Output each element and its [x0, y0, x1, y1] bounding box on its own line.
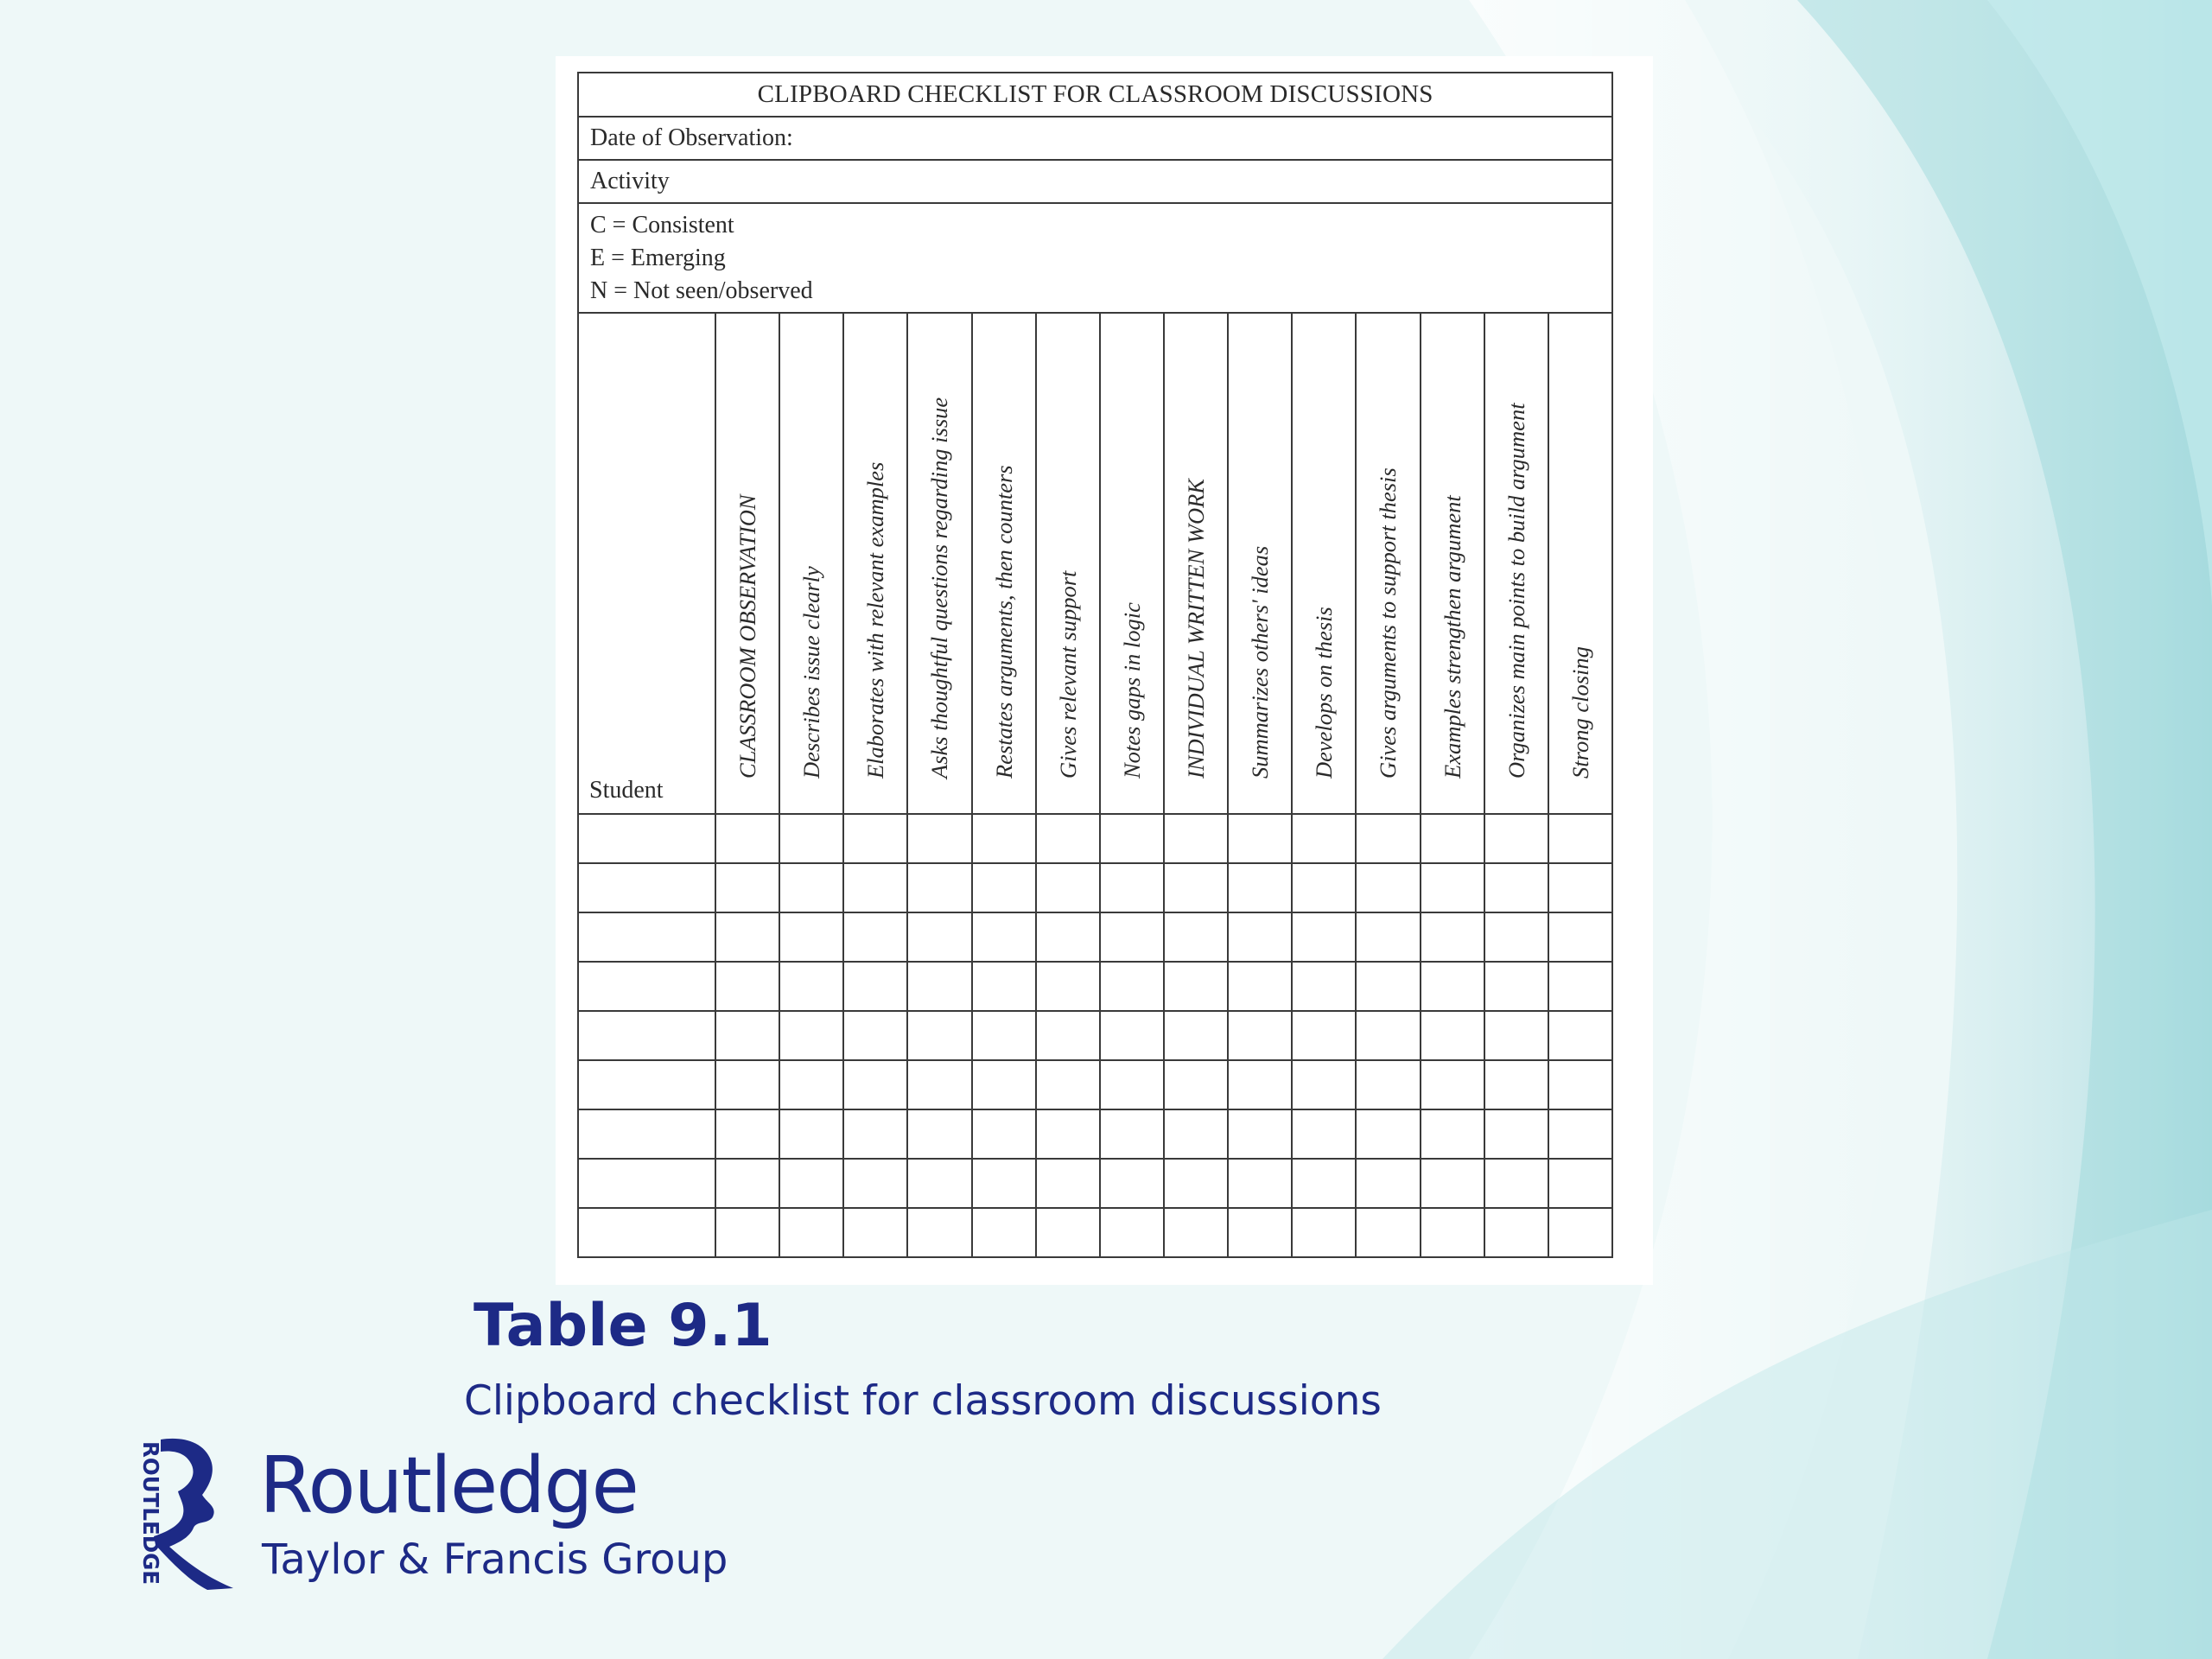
- caption-subtitle: Clipboard checklist for classroom discussions: [464, 1377, 1382, 1425]
- logo-name: Routledge: [259, 1440, 638, 1531]
- rating-cell: [1421, 1159, 1484, 1208]
- rating-cell: [1356, 814, 1420, 863]
- criterion-header: [779, 313, 843, 814]
- rating-cell: [843, 1159, 907, 1208]
- rating-cell: [1292, 1060, 1356, 1109]
- clipboard-checklist-table: [577, 72, 1613, 1258]
- rating-cell: [1356, 1159, 1420, 1208]
- rating-cell: [779, 962, 843, 1011]
- rating-cell: [715, 1159, 779, 1208]
- rating-cell: [1036, 1208, 1100, 1257]
- rating-cell: [972, 1011, 1036, 1060]
- rating-cell: [843, 814, 907, 863]
- criterion-header: [907, 313, 971, 814]
- table-row: [578, 1159, 1612, 1208]
- rating-cell: [1036, 962, 1100, 1011]
- rating-cell: [907, 962, 971, 1011]
- rating-cell: [1292, 912, 1356, 962]
- criterion-label: Elaborates with relevant examples: [862, 461, 889, 779]
- logo-vertical-wordmark: ROUTLEDGE: [138, 1441, 163, 1588]
- rating-cell: [1100, 814, 1164, 863]
- activity-row: [578, 160, 1612, 203]
- rating-cell: [907, 814, 971, 863]
- rating-cell: [1292, 1159, 1356, 1208]
- rating-cell: [1421, 1109, 1484, 1159]
- criterion-header: [1356, 313, 1420, 814]
- rating-cell: [843, 962, 907, 1011]
- rating-cell: [1356, 1060, 1420, 1109]
- rating-cell: [1421, 962, 1484, 1011]
- rating-cell: [907, 1011, 971, 1060]
- criterion-header: [843, 313, 907, 814]
- date-of-observation-label: Date of Observation:: [578, 117, 1612, 160]
- rating-cell: [1228, 863, 1292, 912]
- rating-cell: [715, 1011, 779, 1060]
- logo-group-name: Taylor & Francis Group: [262, 1535, 728, 1584]
- rating-cell: [972, 912, 1036, 962]
- rating-cell: [1484, 1159, 1548, 1208]
- student-name-cell: [578, 1159, 715, 1208]
- rating-cell: [1292, 863, 1356, 912]
- student-name-cell: [578, 912, 715, 962]
- rating-cell: [1292, 1011, 1356, 1060]
- rating-cell: [1036, 1159, 1100, 1208]
- rating-cell: [1100, 962, 1164, 1011]
- routledge-logo-icon: [121, 1434, 238, 1592]
- rating-cell: [1100, 1159, 1164, 1208]
- rating-cell: [1548, 1109, 1612, 1159]
- rating-cell: [1228, 1208, 1292, 1257]
- rating-cell: [1548, 962, 1612, 1011]
- table-row: [578, 1208, 1612, 1257]
- criterion-label: Develops on thesis: [1311, 607, 1338, 779]
- rating-cell: [1100, 1208, 1164, 1257]
- rating-cell: [1356, 962, 1420, 1011]
- criterion-label: Describes issue clearly: [798, 566, 825, 779]
- criterion-header: [1548, 313, 1612, 814]
- rating-cell: [1100, 912, 1164, 962]
- criterion-header: [1100, 313, 1164, 814]
- criterion-label: Strong closing: [1567, 646, 1593, 779]
- rating-legend: [578, 203, 1612, 313]
- rating-cell: [1228, 962, 1292, 1011]
- rating-cell: [1164, 1159, 1228, 1208]
- rating-cell: [1036, 912, 1100, 962]
- criterion-header: [1228, 313, 1292, 814]
- rating-cell: [907, 1109, 971, 1159]
- rating-cell: [1356, 912, 1420, 962]
- criterion-header: [972, 313, 1036, 814]
- rating-cell: [907, 1159, 971, 1208]
- student-name-cell: [578, 1011, 715, 1060]
- rating-cell: [1421, 912, 1484, 962]
- criterion-header: [1036, 313, 1100, 814]
- rating-cell: [715, 962, 779, 1011]
- table-row: [578, 962, 1612, 1011]
- rating-cell: [1484, 814, 1548, 863]
- rating-cell: [1548, 863, 1612, 912]
- date-row: [578, 117, 1612, 160]
- criterion-label: Gives arguments to support thesis: [1375, 467, 1402, 779]
- legend-row: [578, 203, 1612, 313]
- rating-cell: [972, 814, 1036, 863]
- rating-cell: [1421, 1208, 1484, 1257]
- rating-cell: [1356, 1208, 1420, 1257]
- student-name-cell: [578, 962, 715, 1011]
- rating-cell: [715, 1109, 779, 1159]
- rating-cell: [972, 1208, 1036, 1257]
- rating-cell: [1421, 814, 1484, 863]
- legend-emerging: E = Emerging: [590, 244, 726, 271]
- criterion-label: CLASSROOM OBSERVATION: [734, 494, 761, 779]
- criterion-label: INDIVIDUAL WRITTEN WORK: [1183, 479, 1210, 779]
- rating-cell: [1164, 1208, 1228, 1257]
- activity-label: Activity: [578, 160, 1612, 203]
- rating-cell: [972, 1109, 1036, 1159]
- rating-cell: [1356, 1109, 1420, 1159]
- table-row: [578, 1011, 1612, 1060]
- criterion-header: [1484, 313, 1548, 814]
- rating-cell: [1164, 814, 1228, 863]
- table-title: CLIPBOARD CHECKLIST FOR CLASSROOM DISCUSSIONS: [578, 73, 1612, 117]
- rating-cell: [843, 1060, 907, 1109]
- table-row: [578, 814, 1612, 863]
- rating-cell: [1164, 1109, 1228, 1159]
- rating-cell: [715, 1208, 779, 1257]
- rating-cell: [1548, 1159, 1612, 1208]
- rating-cell: [1548, 912, 1612, 962]
- criterion-header: [715, 313, 779, 814]
- criteria-header-row: [578, 313, 1612, 814]
- rating-cell: [972, 863, 1036, 912]
- rating-cell: [972, 1159, 1036, 1208]
- criterion-label: Asks thoughtful questions regarding issue: [926, 397, 953, 779]
- rating-cell: [843, 1208, 907, 1257]
- rating-cell: [843, 1011, 907, 1060]
- rating-cell: [1484, 1109, 1548, 1159]
- rating-cell: [907, 1060, 971, 1109]
- criterion-label: Restates arguments, then counters: [990, 465, 1017, 779]
- table-row: [578, 1109, 1612, 1159]
- rating-cell: [1036, 1109, 1100, 1159]
- rating-cell: [1036, 863, 1100, 912]
- rating-cell: [907, 912, 971, 962]
- rating-cell: [1036, 1060, 1100, 1109]
- rating-cell: [843, 1109, 907, 1159]
- rating-cell: [843, 912, 907, 962]
- rating-cell: [1228, 1159, 1292, 1208]
- rating-cell: [843, 863, 907, 912]
- rating-cell: [1356, 1011, 1420, 1060]
- rating-cell: [1548, 1011, 1612, 1060]
- legend-consistent: C = Consistent: [590, 211, 734, 238]
- rating-cell: [715, 863, 779, 912]
- criterion-label: Summarizes others' ideas: [1247, 545, 1274, 779]
- rating-cell: [1228, 1011, 1292, 1060]
- rating-cell: [1292, 1109, 1356, 1159]
- rating-cell: [1036, 814, 1100, 863]
- rating-cell: [972, 962, 1036, 1011]
- table-title-row: [578, 73, 1612, 117]
- student-name-cell: [578, 1208, 715, 1257]
- rating-cell: [1100, 863, 1164, 912]
- rating-cell: [1100, 1060, 1164, 1109]
- rating-cell: [1484, 962, 1548, 1011]
- rating-cell: [1484, 1011, 1548, 1060]
- student-column-header: Student: [578, 313, 715, 814]
- rating-cell: [779, 1011, 843, 1060]
- rating-cell: [715, 1060, 779, 1109]
- rating-cell: [715, 814, 779, 863]
- rating-cell: [1292, 814, 1356, 863]
- rating-cell: [779, 1109, 843, 1159]
- student-name-cell: [578, 814, 715, 863]
- rating-cell: [1421, 863, 1484, 912]
- rating-cell: [1164, 912, 1228, 962]
- criterion-label: Examples strengthen argument: [1439, 495, 1465, 779]
- rating-cell: [715, 912, 779, 962]
- rating-cell: [1164, 962, 1228, 1011]
- rating-cell: [1228, 814, 1292, 863]
- rating-cell: [1100, 1109, 1164, 1159]
- rating-cell: [1484, 863, 1548, 912]
- table-row: [578, 912, 1612, 962]
- rating-cell: [1228, 1109, 1292, 1159]
- rating-cell: [1548, 1208, 1612, 1257]
- table-row: [578, 863, 1612, 912]
- criterion-header: [1164, 313, 1228, 814]
- rating-cell: [1356, 863, 1420, 912]
- rating-cell: [1548, 814, 1612, 863]
- criterion-header: [1292, 313, 1356, 814]
- rating-cell: [1484, 1060, 1548, 1109]
- legend-not-seen: N = Not seen/observed: [590, 276, 813, 304]
- student-name-cell: [578, 863, 715, 912]
- rating-cell: [1292, 1208, 1356, 1257]
- rating-cell: [1484, 912, 1548, 962]
- rating-cell: [1100, 1011, 1164, 1060]
- student-name-cell: [578, 1060, 715, 1109]
- criterion-label: Gives relevant support: [1054, 570, 1081, 779]
- criterion-header: [1421, 313, 1484, 814]
- rating-cell: [907, 863, 971, 912]
- criterion-label: Notes gaps in logic: [1118, 602, 1145, 779]
- rating-cell: [1484, 1208, 1548, 1257]
- rating-cell: [907, 1208, 971, 1257]
- student-name-cell: [578, 1109, 715, 1159]
- rating-cell: [779, 912, 843, 962]
- rating-cell: [779, 1208, 843, 1257]
- rating-cell: [1164, 1011, 1228, 1060]
- rating-cell: [1036, 1011, 1100, 1060]
- rating-cell: [1164, 863, 1228, 912]
- checklist-panel: [556, 56, 1653, 1285]
- rating-cell: [779, 863, 843, 912]
- rating-cell: [1421, 1060, 1484, 1109]
- rating-cell: [779, 1060, 843, 1109]
- caption-title: Table 9.1: [474, 1292, 772, 1360]
- rating-cell: [1228, 912, 1292, 962]
- rating-cell: [779, 1159, 843, 1208]
- rating-cell: [1164, 1060, 1228, 1109]
- rating-cell: [1421, 1011, 1484, 1060]
- rating-cell: [1292, 962, 1356, 1011]
- rating-cell: [972, 1060, 1036, 1109]
- criterion-label: Organizes main points to build argument: [1503, 403, 1529, 779]
- rating-cell: [779, 814, 843, 863]
- table-row: [578, 1060, 1612, 1109]
- rating-cell: [1548, 1060, 1612, 1109]
- rating-cell: [1228, 1060, 1292, 1109]
